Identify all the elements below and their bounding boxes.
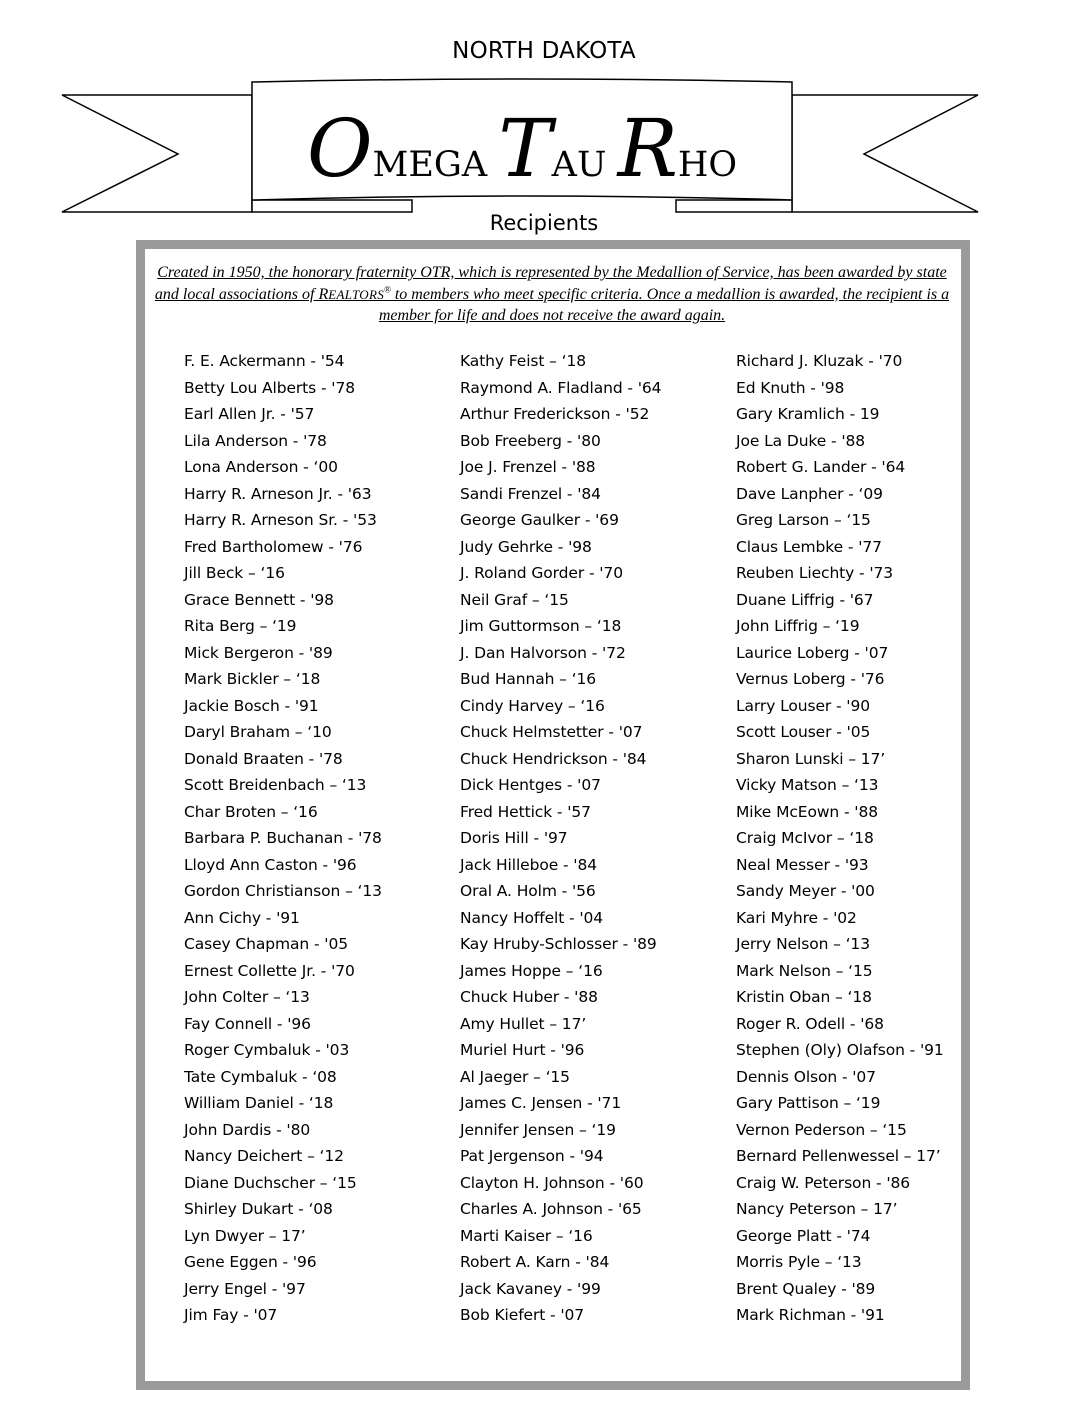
recipient-name: Scott Louser - '05: [736, 723, 871, 741]
recipient-name: Sandy Meyer - '00: [736, 882, 875, 900]
recipient-name: J. Dan Halvorson - '72: [460, 643, 626, 662]
recipient-name: Morris Pyle – ‘13: [736, 1253, 862, 1271]
recipient-name: Kari Myhre - '02: [736, 908, 857, 927]
recipient-name: Diane Duchscher – ‘15: [184, 1173, 357, 1192]
recipient-name: Bernard Pellenwessel – 17’: [736, 1147, 941, 1165]
recipient-name: Clayton H. Johnson - '60: [460, 1173, 644, 1192]
recipient-name: Craig McIvor – ‘18: [736, 829, 874, 847]
recipient-name: Fay Connell - '96: [184, 1014, 311, 1033]
recipient-name: Craig W. Peterson - '86: [736, 1173, 910, 1192]
recipient-name: Kay Hruby-Schlosser - '89: [460, 935, 657, 953]
recipient-name: Gene Eggen - '96: [184, 1253, 317, 1271]
recipient-name: Vernus Loberg - '76: [736, 670, 885, 688]
banner-right-tail: [792, 95, 978, 212]
recipient-name: Dennis Olson - '07: [736, 1067, 876, 1086]
recipient-name: Vicky Matson – ‘13: [736, 776, 879, 794]
recipient-name: Lona Anderson - ‘00: [184, 458, 338, 476]
recipient-name: Jim Fay - '07: [184, 1306, 278, 1324]
realtors-initial: R: [318, 285, 329, 303]
banner-title: [307, 102, 737, 195]
banner-left-tail: [62, 95, 252, 212]
recipient-name: Brent Qualey - '89: [736, 1279, 876, 1298]
recipient-name: Mark Bickler – ‘18: [184, 670, 321, 688]
intro-paragraph: [152, 262, 952, 327]
recipient-name: Jackie Bosch - '91: [184, 696, 319, 715]
recipient-name: Rita Berg – ‘19: [184, 617, 297, 635]
recipient-name: Shirley Dukart - ‘08: [184, 1200, 333, 1218]
recipient-name: Roger R. Odell - '68: [736, 1014, 884, 1033]
recipient-name: Charles A. Johnson - '65: [460, 1200, 642, 1218]
title-tau-initial: T: [498, 102, 552, 195]
recipient-name: Kristin Oban – ‘18: [736, 988, 872, 1006]
recipient-name: Char Broten – ‘16: [184, 802, 318, 821]
title-omega-rest: MEGA: [372, 145, 488, 185]
recipients-column-3: [736, 348, 944, 1329]
recipient-name: George Gaulker - '69: [460, 511, 619, 529]
recipient-name: Joe La Duke - '88: [736, 431, 866, 450]
recipient-name: John Dardis - '80: [184, 1120, 311, 1139]
recipient-name: Duane Liffrig - '67: [736, 590, 874, 609]
recipient-name: Jill Beck – ‘16: [184, 564, 285, 582]
recipient-name: Joe J. Frenzel - '88: [460, 458, 596, 476]
recipient-name: Barbara P. Buchanan - '78: [184, 829, 382, 847]
recipient-name: Ed Knuth - '98: [736, 378, 845, 397]
recipient-name: Daryl Braham – ‘10: [184, 723, 332, 741]
recipient-name: Chuck Helmstetter - '07: [460, 723, 643, 741]
intro-text-1: Created in 1950, the honorary fraternity OTR, which is represented by the Medallion of Service, has been awarded by state and local associations of: [154, 264, 947, 303]
realtors-rest: EALTORS: [328, 286, 384, 302]
recipient-name: Vernon Pederson – ‘15: [736, 1120, 907, 1139]
recipient-name: Fred Bartholomew - '76: [184, 537, 363, 556]
recipient-name: Robert A. Karn - '84: [460, 1253, 610, 1271]
recipient-name: Grace Bennett - '98: [184, 590, 334, 609]
recipient-name: Arthur Frederickson - '52: [460, 405, 650, 423]
recipient-name: Gordon Christianson – ‘13: [184, 882, 382, 900]
recipient-name: Mick Bergeron - '89: [184, 643, 333, 662]
recipient-name: Casey Chapman - '05: [184, 935, 348, 953]
recipient-name: James Hoppe – ‘16: [460, 961, 603, 980]
recipient-name: Al Jaeger – ‘15: [460, 1067, 570, 1086]
recipient-name: Bob Kiefert - '07: [460, 1306, 585, 1324]
recipient-name: Amy Hullet – 17’: [460, 1014, 587, 1033]
title-rho-initial: R: [617, 102, 678, 195]
state-heading: NORTH DAKOTA: [452, 38, 636, 64]
recipient-name: James C. Jensen - '71: [460, 1094, 622, 1112]
recipient-name: Donald Braaten - '78: [184, 749, 343, 768]
title-rho-rest: HO: [677, 145, 738, 185]
recipient-name: Sandi Frenzel - '84: [460, 484, 601, 503]
recipient-name: Nancy Peterson – 17’: [736, 1200, 898, 1218]
recipient-name: Bud Hannah – ‘16: [460, 670, 597, 688]
recipient-name: Nancy Hoffelt - '04: [460, 908, 604, 927]
recipients-column-2: [460, 348, 661, 1329]
recipient-name: Mark Richman - '91: [736, 1306, 885, 1324]
recipient-name: Robert G. Lander - '64: [736, 458, 906, 476]
recipient-name: Bob Freeberg - '80: [460, 431, 601, 450]
recipient-name: Marti Kaiser – ‘16: [460, 1226, 593, 1245]
recipient-name: Jim Guttormson – ‘18: [460, 617, 622, 635]
recipient-name: Jack Hilleboe - '84: [460, 855, 597, 874]
recipient-name: Jack Kavaney - '99: [460, 1279, 601, 1298]
recipient-name: Mark Nelson – ‘15: [736, 961, 873, 980]
recipient-name: Lyn Dwyer – 17’: [184, 1226, 306, 1245]
recipient-name: Cindy Harvey – ‘16: [460, 696, 605, 715]
recipient-name: Roger Cymbaluk - '03: [184, 1041, 350, 1059]
recipient-name: Dick Hentges - '07: [460, 776, 601, 794]
recipient-name: Jerry Nelson – ‘13: [736, 935, 870, 953]
recipient-name: Sharon Lunski – 17’: [736, 749, 886, 768]
recipient-name: John Liffrig – ‘19: [736, 617, 860, 635]
recipient-name: Reuben Liechty - '73: [736, 564, 894, 582]
recipient-name: Tate Cymbaluk - ‘08: [184, 1067, 337, 1086]
recipient-name: Richard J. Kluzak - '70: [736, 352, 903, 370]
title-tau-rest: AU: [551, 145, 607, 185]
recipient-name: Gary Kramlich - 19: [736, 405, 880, 423]
recipient-name: Stephen (Oly) Olafson - '91: [736, 1041, 944, 1059]
title-banner: [0, 0, 1088, 230]
recipient-name: Ernest Collette Jr. - '70: [184, 961, 355, 980]
recipient-name: Oral A. Holm - '56: [460, 882, 596, 900]
recipient-name: Dave Lanpher - ‘09: [736, 484, 883, 503]
recipient-name: Judy Gehrke - '98: [460, 537, 592, 556]
recipient-name: Laurice Loberg - '07: [736, 643, 889, 662]
recipient-name: John Colter – ‘13: [184, 988, 310, 1006]
recipient-name: Kathy Feist – ‘18: [460, 352, 587, 370]
recipient-name: Chuck Hendrickson - '84: [460, 749, 647, 768]
recipient-name: Neal Messer - '93: [736, 855, 869, 874]
recipient-name: J. Roland Gorder - '70: [460, 564, 623, 582]
recipient-name: Scott Breidenbach – ‘13: [184, 776, 367, 794]
recipient-name: Betty Lou Alberts - '78: [184, 378, 355, 397]
recipient-name: Jennifer Jensen – ‘19: [460, 1120, 616, 1139]
recipient-name: Nancy Deichert – ‘12: [184, 1147, 344, 1165]
recipient-name: George Platt - '74: [736, 1226, 871, 1245]
recipient-name: Ann Cichy - '91: [184, 908, 300, 927]
recipient-name: Harry R. Arneson Jr. - '63: [184, 484, 372, 503]
recipient-name: Mike McEown - '88: [736, 802, 878, 821]
intro-text-2: to members who meet specific criteria. Once a medallion is awarded, the recipient is a member for life and does not receive the award again.: [378, 285, 950, 324]
recipient-name: Muriel Hurt - '96: [460, 1041, 585, 1059]
recipient-name: Doris Hill - '97: [460, 829, 568, 847]
recipient-name: Fred Hettick - '57: [460, 802, 591, 821]
recipient-name: Earl Allen Jr. - '57: [184, 405, 315, 423]
recipients-column-1: [184, 348, 382, 1329]
recipient-name: Larry Louser - '90: [736, 696, 870, 715]
recipient-name: Pat Jergenson - '94: [460, 1147, 604, 1165]
title-omega-initial: O: [306, 102, 373, 195]
recipient-name: Jerry Engel - '97: [184, 1279, 306, 1298]
recipient-name: Lloyd Ann Caston - '96: [184, 855, 357, 874]
recipient-name: Lila Anderson - '78: [184, 431, 327, 450]
recipient-name: Neil Graf – ‘15: [460, 590, 569, 609]
recipient-name: Harry R. Arneson Sr. - '53: [184, 511, 377, 529]
recipient-name: F. E. Ackermann - '54: [184, 352, 345, 370]
recipient-name: Raymond A. Fladland - '64: [460, 378, 662, 397]
recipient-name: William Daniel - ‘18: [184, 1094, 334, 1112]
recipient-name: Chuck Huber - '88: [460, 988, 598, 1006]
registered-mark: ®: [384, 284, 391, 295]
recipient-name: Gary Pattison – ‘19: [736, 1094, 881, 1112]
recipient-name: Greg Larson – ‘15: [736, 511, 871, 529]
recipient-name: Claus Lembke - '77: [736, 537, 882, 556]
recipients-subtitle: Recipients: [489, 211, 599, 235]
